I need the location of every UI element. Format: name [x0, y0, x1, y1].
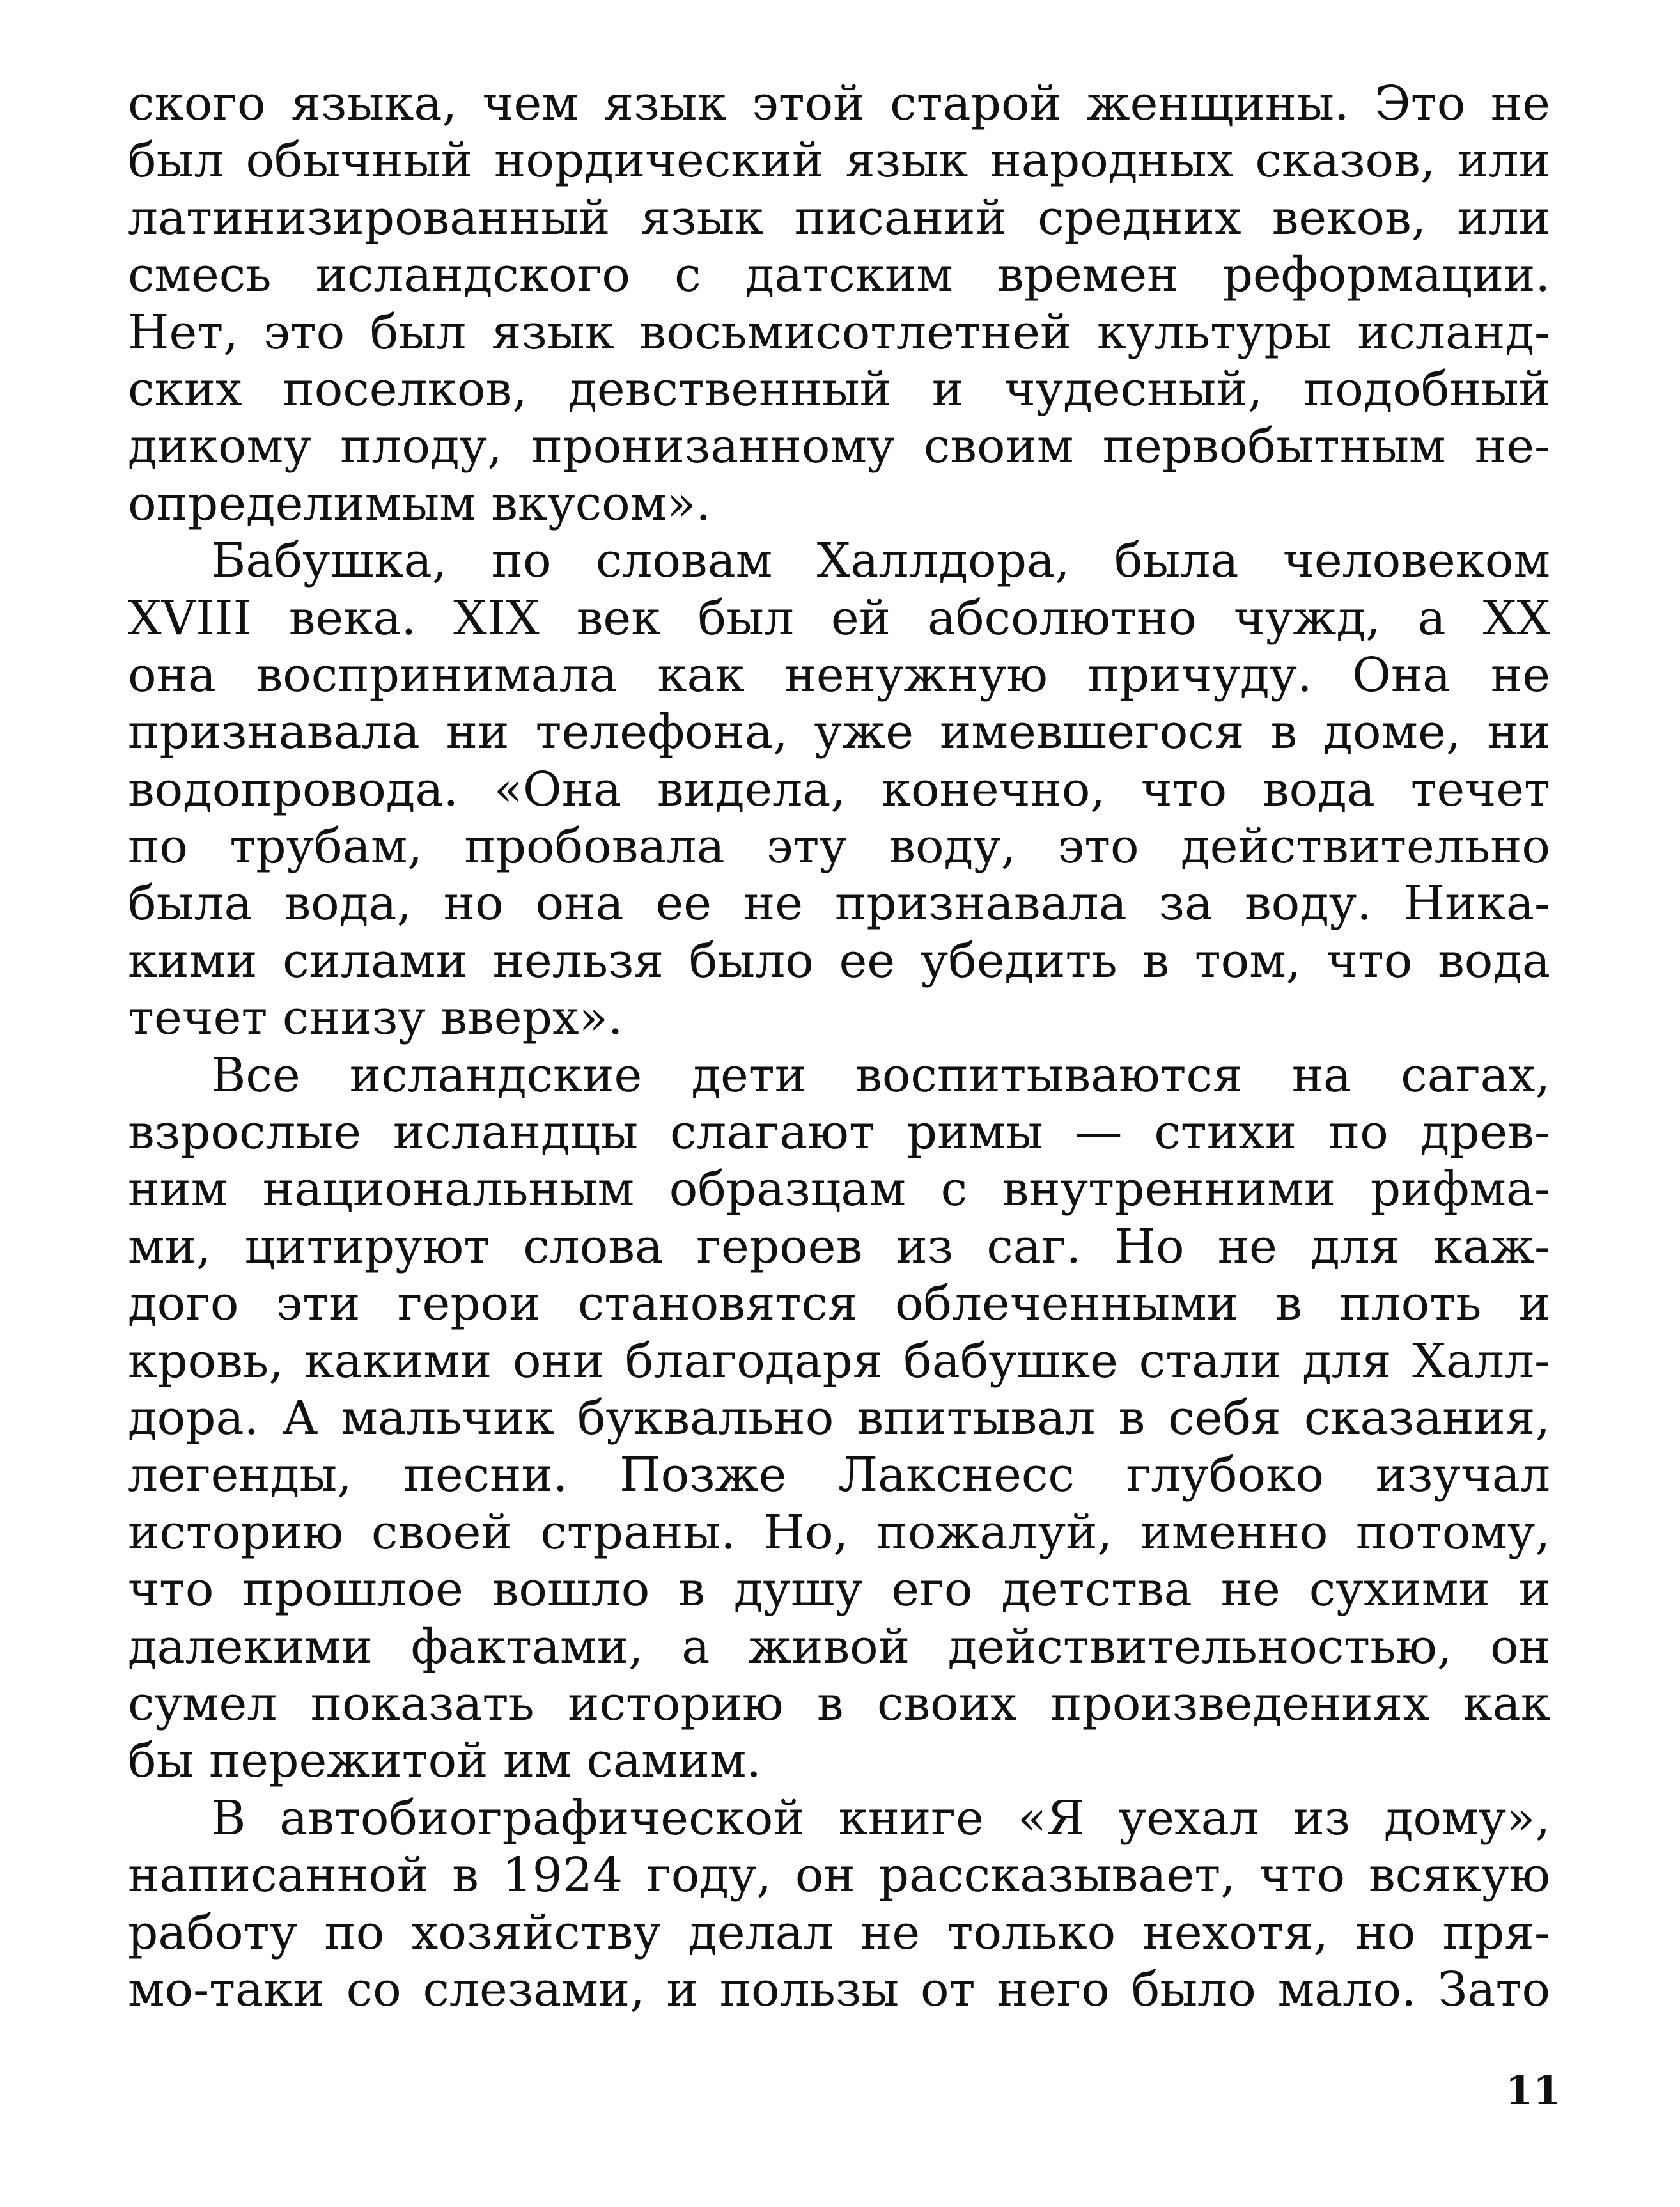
text-line: Бабушка, по словам Халлдора, была человеком	[211, 533, 1550, 589]
text-line: Нет, это был язык восьмисотлетней культуры исланд-	[128, 304, 1550, 360]
paragraph-1	[128, 75, 1550, 533]
text-line: ми, цитируют слова героев из саг. Но не для каж-	[128, 1219, 1550, 1274]
text-line: водопровода. «Она видела, конечно, что вода течет	[128, 761, 1550, 817]
text-line: ского языка, чем язык этой старой женщины. Это не	[128, 76, 1550, 131]
text-line: написанной в 1924 году, он рассказывает, что всякую	[128, 1848, 1550, 1903]
paragraph-2	[128, 533, 1550, 1047]
text-line: ских поселков, девственный и чудесный, подобный	[128, 361, 1550, 417]
text-line: XVIII века. XIX век был ей абсолютно чужд, а XX	[128, 590, 1550, 646]
paragraph-3	[128, 1047, 1550, 1790]
text-line: что прошлое вошло в душу его детства не сухими и	[128, 1562, 1550, 1618]
text-line: определимым вкусом».	[128, 476, 712, 531]
text-line: работу по хозяйству делал не только нехотя, но пря-	[128, 1905, 1550, 1960]
text-line: легенды, песни. Позже Лакснесс глубоко изучал	[128, 1447, 1550, 1503]
paragraph-4	[128, 1790, 1550, 2019]
text-line: признавала ни телефона, уже имевшегося в доме, ни	[128, 705, 1550, 760]
text-line: В автобиографической книге «Я уехал из дому»,	[211, 1790, 1550, 1846]
text-line: течет снизу вверх».	[128, 990, 623, 1046]
text-line: взрослые исландцы слагают римы — стихи по древ-	[128, 1105, 1550, 1160]
text-line: бы пережитой им самим.	[128, 1733, 761, 1789]
text-line: кими силами нельзя было ее убедить в том, что вода	[128, 933, 1550, 988]
text-line: дикому плоду, пронизанному своим первобытным не-	[128, 419, 1550, 474]
page-number: 11	[1505, 2067, 1561, 2114]
text-line: дого эти герои становятся облеченными в плоть и	[128, 1276, 1550, 1332]
text-line: кровь, какими они благодаря бабушке стали для Халл-	[128, 1333, 1550, 1389]
text-line: по трубам, пробовала эту воду, это действительно	[128, 819, 1550, 875]
text-line: мо-таки со слезами, и пользы от него было мало. Зато	[128, 1961, 1550, 2017]
text-line: сумел показать историю в своих произведениях как	[128, 1676, 1550, 1731]
text-line: был обычный нордический язык народных сказов, или	[128, 133, 1550, 189]
body-text	[128, 75, 1550, 2018]
text-line: дора. А мальчик буквально впитывал в себя сказания,	[128, 1390, 1550, 1446]
text-line: смесь исландского с датским времен реформации.	[128, 247, 1550, 303]
text-line: была вода, но она ее не признавала за воду. Ника-	[128, 876, 1550, 932]
text-line: она воспринимала как ненужную причуду. Она не	[128, 647, 1550, 703]
text-line: Все исландские дети воспитываются на сагах,	[211, 1047, 1550, 1103]
text-line: далекими фактами, а живой действительностью, он	[128, 1619, 1550, 1674]
text-line: историю своей страны. Но, пожалуй, именно потому,	[128, 1504, 1550, 1560]
text-line: латинизированный язык писаний средних веков, или	[128, 190, 1550, 246]
text-line: ним национальным образцам с внутренними рифма-	[128, 1162, 1550, 1217]
